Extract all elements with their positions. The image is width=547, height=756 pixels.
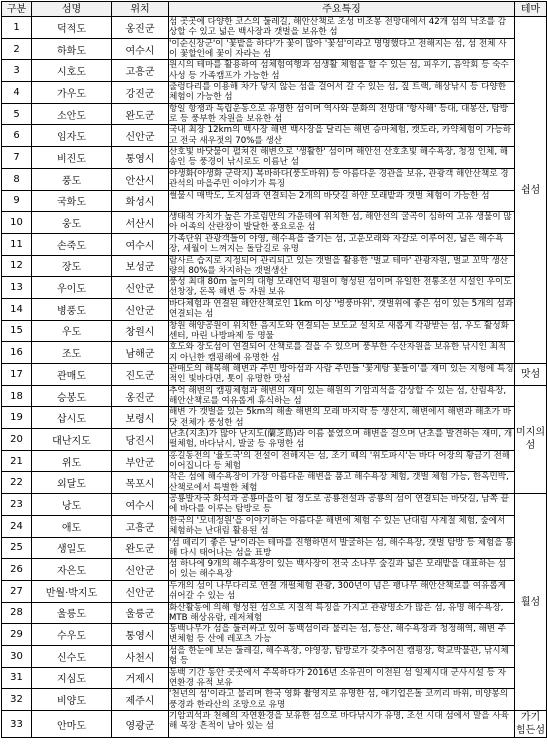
island-name: 신수도 [32, 645, 112, 667]
island-location: 통영시 [112, 624, 169, 646]
row-number: 21 [2, 450, 32, 472]
island-location: 거제시 [112, 667, 169, 689]
island-features-text: 한국의 '모네정원'을 이야기하는 아름다운 해변에 체험 수 있는 난대림 사계절 체험, 숲에서 체험하는 난대림 활용된 섬 [169, 515, 506, 537]
row-number: 4 [2, 82, 32, 104]
header-features: 주요특징 [169, 2, 515, 17]
table-row [2, 711, 547, 738]
island-features-text: 풍성 최대 80m 높이의 대형 모래언덕 평원이 형성된 섬이며 유일한 전통조선 시설인 우이도 선창장, 돈목 해변 등 자원 보유 [169, 277, 512, 298]
table-row [2, 602, 547, 624]
island-name: 삽시도 [32, 407, 112, 429]
island-features [169, 602, 515, 624]
table-row [2, 168, 547, 190]
island-features [169, 472, 515, 494]
island-name: 소안도 [32, 103, 112, 125]
table-row [2, 147, 547, 169]
island-features-text: 해변 가 갯벌을 있는 5km의 해솔 해변의 모래 바지락 등 생산지, 해변에서 해변과 해초가 바닷 전체가 풍성한 섬 [169, 407, 512, 428]
island-name: 덕적도 [32, 17, 112, 39]
island-features [169, 450, 515, 472]
island-features [169, 429, 515, 451]
island-name: 위도 [32, 450, 112, 472]
island-features [169, 298, 515, 320]
island-location: 고흥군 [112, 515, 169, 537]
header-island-name: 섬명 [32, 2, 112, 17]
island-features [169, 385, 515, 407]
island-name: 울릉도 [32, 602, 112, 624]
table-row [2, 320, 547, 342]
island-location: 당진시 [112, 429, 169, 451]
island-name: 관매도 [32, 364, 112, 386]
island-location: 신안군 [112, 277, 169, 299]
island-name: 국화도 [32, 190, 112, 212]
row-number: 12 [2, 255, 32, 277]
island-name: 장도 [32, 255, 112, 277]
island-features-text: 섬을 한눈에 보는 둘레길, 해수욕장, 야영장, 탐방로가 갖추어진 캠핑장, 학교박물관, 낚시체험 등 [169, 645, 509, 667]
island-location: 영광군 [112, 711, 169, 738]
island-features [169, 667, 515, 689]
row-number: 6 [2, 125, 32, 147]
theme-cell: 가기 힘든섬 [516, 712, 545, 736]
island-features [169, 364, 515, 386]
row-number: 8 [2, 168, 32, 190]
row-number: 11 [2, 233, 32, 255]
island-features [169, 494, 515, 516]
island-location: 보령시 [112, 407, 169, 429]
table-row [2, 60, 547, 82]
table-row [2, 38, 547, 60]
island-location: 여수시 [112, 233, 169, 255]
row-number: 14 [2, 298, 32, 320]
island-name: 안마도 [32, 711, 112, 738]
island-name: 임자도 [32, 125, 112, 147]
island-features-text: 가족단위 관광객들이 야영, 해수욕을 즐기는 섬, 고운모래와 자갈로 이루어진, 넓은 해수욕장, 세월이 느껴지는 돌담길로 유명 [169, 233, 504, 255]
island-features [169, 342, 515, 364]
island-features-text: 바다체험과 연결된 해안산책로인 1km 이상 '병풍바위', 갯벌위에 좋은 섬이 있는 5개의 섬과 연결되는 섬 [169, 298, 514, 320]
row-number: 27 [2, 580, 32, 602]
island-features [169, 17, 515, 39]
island-features-text: 창원 해양공원이 위치한 음지도와 연결되는 보도교 설치로 새롭게 각광받는 섬, 우도 활성화센터, 마린 나방파제 등 명물 [169, 320, 509, 341]
table-row [2, 342, 547, 364]
row-number: 15 [2, 320, 32, 342]
island-name: 비양도 [32, 689, 112, 711]
row-number: 22 [2, 472, 32, 494]
island-location: 고흥군 [112, 60, 169, 82]
island-features [169, 125, 515, 147]
island-features-text: 국내 최장 12km의 백사장 해변 백사장을 달리는 해변 승마체험, 캣도라, 카약체험이 가능하고 전국 새우젓의 70%를 생산 [169, 125, 512, 146]
island-location: 서산시 [112, 212, 169, 234]
island-name: 우도 [32, 320, 112, 342]
island-features [169, 277, 515, 299]
theme-cell: 미지의 섬 [515, 385, 547, 493]
island-features [169, 255, 515, 277]
table-row [2, 212, 547, 234]
island-location: 창원시 [112, 320, 169, 342]
island-features [169, 233, 515, 255]
island-location: 신안군 [112, 559, 169, 581]
island-features-text: 출렁다리를 이용해 차가 닿지 않는 섬을 걸어서 갈 수 있는 섬, 짚 트랙, 해상낚시 등 다양한 체험이 가능한 섬 [169, 82, 506, 103]
island-features-text: 원시의 테마를 활용하여 섬체험여행과 섬생활 체험을 할 수 있는 섬, 피우기, 음악회 등 숙수사성 등 가족캠프가 가능한 섬 [169, 60, 509, 81]
island-name: 우이도 [32, 277, 112, 299]
table-row [2, 494, 547, 516]
island-features [169, 645, 515, 667]
island-location: 통영시 [112, 147, 169, 169]
table-row [2, 277, 547, 299]
island-name: 대난지도 [32, 429, 112, 451]
island-location: 안산시 [112, 168, 169, 190]
island-features-text: 관매도의 해목해 해변과 주민 방아섬과 사람 주민들 '꽃게탕 꽃돌이'를 재미 있는 지형에 특징적인 빛바다면, 톳이 유명한 맛섬 [169, 364, 514, 385]
island-features-text: 생태적 가치가 높은 가로림만의 가운데에 위치한 섬, 해안선의 굴곡이 심하여 고유 생물이 많아 어족의 산란장이 발달한 풍요로운 섬 [169, 212, 512, 233]
island-features-text: 동백 기간 동안 곳곳에서 주목하다가 2016년 소유권이 이전된 섬 일제시대 군사시설 등 자연환경 유적 보유 [169, 667, 506, 688]
island-features-text: 난초(지초)가 많아 난지도(蘭芝島)라 이름 붙였으며 해변을 걸으며 난초를 발견하는 재미, 개펄체험, 바다낚시, 발굴 등 유명한 섬 [169, 429, 513, 450]
table-row [2, 190, 547, 212]
island-features [169, 82, 515, 104]
header-row [2, 2, 547, 17]
island-features [169, 60, 515, 82]
row-number: 30 [2, 645, 32, 667]
island-location: 보성군 [112, 255, 169, 277]
island-location: 신안군 [112, 298, 169, 320]
row-number: 18 [2, 385, 32, 407]
island-name: 시호도 [32, 60, 112, 82]
island-features [169, 168, 515, 190]
row-number: 23 [2, 494, 32, 516]
row-number: 28 [2, 602, 32, 624]
row-number: 29 [2, 624, 32, 646]
island-name: 낭도 [32, 494, 112, 516]
island-features-text: 산호빛 바닷물이 펼쳐진 해변으로 '생활한' 섬이며 해안선 산호초빛 해수욕장, 청정 인체, 해송인 등 풍경이 낚시로도 이름난 섬 [169, 147, 509, 168]
island-features-text: 항일 항쟁과 독립운동으로 유명한 섬이며 역사와 문화의 전망대 '항사해' 등대, 대봉산, 탐방로 등 풍부한 자원을 보유한 섬 [169, 103, 509, 124]
island-features [169, 559, 515, 581]
island-name: 병풍도 [32, 298, 112, 320]
island-location: 강진군 [112, 82, 169, 104]
island-features-text: 추억 해변의 캠핑체험과 해변의 재미 있는 해원의 기암괴석을 감상할 수 있는 섬, 산림욕장, 해안산책로를 여유롭게 휴식하는 섬 [169, 385, 507, 406]
island-features-text: '천년의 섬'이라고 불리며 한국 영화 촬영지로 유명한 섬, 애기업은돌 코끼리 바위, 비양봉의 풍경과 한라산의 조망으로 유명 [169, 689, 509, 710]
island-location: 완도군 [112, 537, 169, 559]
island-features-text: 화산활동에 의해 형성된 섬으로 지질적 특징을 가지고 관광명소가 많은 섬, 유명 해수욕장, MTB 해상유람, 레저체험 [169, 602, 504, 623]
island-location: 여수시 [112, 494, 169, 516]
island-features [169, 38, 515, 60]
island-location: 진도군 [112, 364, 169, 386]
island-features [169, 407, 515, 429]
row-number: 16 [2, 342, 32, 364]
table-row [2, 103, 547, 125]
row-number: 13 [2, 277, 32, 299]
island-features-text: 섬 곳곳에 다양한 코스의 둘레길, 해안산책로 조성 비조봉 전망대에서 42개 섬의 낙조를 감상할 수 있고 넓은 백사장과 갯벌을 보유한 섬 [169, 17, 507, 38]
theme-cell: 쉼섬 [515, 17, 547, 364]
island-name: 웅도 [32, 212, 112, 234]
island-name: 반월·박지도 [32, 580, 112, 602]
island-location: 여수시 [112, 38, 169, 60]
row-number: 26 [2, 559, 32, 581]
island-location: 화성시 [112, 190, 169, 212]
table-row [2, 472, 547, 494]
table-row [2, 364, 547, 386]
row-number: 33 [2, 711, 32, 738]
island-features-text: 홍길동전의 '율도국'의 전설이 전해지는 섬, 조기 떼의 '위도파시'는 바다 어장의 황금기 전해 이어집니다 등 체험 [169, 450, 511, 471]
island-name: 수우도 [32, 624, 112, 646]
row-number: 25 [2, 537, 32, 559]
island-name: 손죽도 [32, 233, 112, 255]
island-features [169, 537, 515, 559]
table-row [2, 233, 547, 255]
island-location: 신안군 [112, 125, 169, 147]
island-name: 자은도 [32, 559, 112, 581]
row-number: 31 [2, 667, 32, 689]
table-row [2, 385, 547, 407]
island-location: 신안군 [112, 580, 169, 602]
island-features-text: 호도와 장도섬이 연결되어 산책로를 걸을 수 있으며 풍부한 수산자원을 보유한 낚시인 최적지 아닌한 캠핑해에 유명한 섬 [169, 342, 507, 363]
row-number: 3 [2, 60, 32, 82]
island-name: 애도 [32, 515, 112, 537]
header-location: 위치 [112, 2, 169, 17]
island-location: 옹진군 [112, 385, 169, 407]
island-name: 생일도 [32, 537, 112, 559]
island-features [169, 515, 515, 537]
row-number: 10 [2, 212, 32, 234]
island-features-text: 썰물시 매박도, 도지섬과 연결되는 2개의 바닷길 하얀 모래밭과 갯벌 체험이 가능한 섬 [169, 190, 490, 201]
island-name: 가우도 [32, 82, 112, 104]
island-name: 하화도 [32, 38, 112, 60]
island-features-text: 동백나무가 섬을 둘러싸고 있어 동백섬이라 불리는 섬, 등산, 해수욕장과 청정해역, 해변 주변체험 등 산에 레포츠 가능 [169, 624, 507, 645]
island-location: 제주시 [112, 689, 169, 711]
table-row [2, 580, 547, 602]
row-number: 7 [2, 147, 32, 169]
island-name: 조도 [32, 342, 112, 364]
table-row [2, 537, 547, 559]
table-row [2, 689, 547, 711]
row-number: 19 [2, 407, 32, 429]
island-features [169, 711, 515, 738]
row-number: 9 [2, 190, 32, 212]
island-features [169, 103, 515, 125]
table-row [2, 559, 547, 581]
island-features [169, 689, 515, 711]
island-features-text: '이순신장군'이 '꽃밭을 하다'가 꽃이 많아 '꽃섬'이라고 명명했다고 전해지는 섬, 섬 전체 사이 꽃할인에 꽃이 자라는 섬 [169, 38, 507, 59]
table-row [2, 429, 547, 451]
table-body [2, 17, 547, 738]
island-features [169, 320, 515, 342]
island-location: 목포시 [112, 472, 169, 494]
table-row [2, 298, 547, 320]
island-features [169, 190, 515, 212]
island-features [169, 212, 515, 234]
row-number: 24 [2, 515, 32, 537]
island-features-text: 람사르 습지로 지정되어 관리되고 있는 갯벌을 활용한 '벌교 테마' 관광자원, 벌교 꼬막 생산량의 80%를 차지하는 갯벌생산 [169, 255, 509, 276]
table-row [2, 125, 547, 147]
row-number: 2 [2, 38, 32, 60]
island-features [169, 147, 515, 169]
theme-cell: 맛섬 [515, 364, 547, 386]
island-features [169, 580, 515, 602]
table-row [2, 645, 547, 667]
table-row [2, 407, 547, 429]
table-row [2, 82, 547, 104]
island-name: 외달도 [32, 472, 112, 494]
table-row [2, 624, 547, 646]
island-table [1, 1, 547, 738]
island-name: 승봉도 [32, 385, 112, 407]
island-location: 울릉군 [112, 602, 169, 624]
row-number: 20 [2, 429, 32, 451]
table-row [2, 667, 547, 689]
row-number: 1 [2, 17, 32, 39]
island-location: 남해군 [112, 342, 169, 364]
row-number: 5 [2, 103, 32, 125]
island-name: 풍도 [32, 168, 112, 190]
island-location: 부안군 [112, 450, 169, 472]
row-number: 32 [2, 689, 32, 711]
island-features-text: 공룡발자국 화석과 공룡마을이 될 정도로 공룡전설과 공룡의 섬이 연결되는 바닷길, 남쪽 끝에 바다를 이루는 탐방로 등 [169, 494, 509, 515]
row-number: 17 [2, 364, 32, 386]
table-row [2, 255, 547, 277]
theme-cell: 휠섬 [515, 494, 547, 711]
island-features-text: 작은 섬에 해수욕장이 가장 아름다운 해변을 품고 해수욕장 체험, 갯벌 체험 가능, 한옥민박, 산책로에서 특별한 체험 [169, 472, 509, 493]
island-name: 비진도 [32, 147, 112, 169]
island-features-text: 기암괴석과 천혜의 자연환경을 보유한 섬으로 바다낚시가 유명, 조선 시대 섬에서 말을 사육해 목장 흔적이 남아 있는 섬 [169, 711, 509, 732]
island-name: 지심도 [32, 667, 112, 689]
island-location: 완도군 [112, 103, 169, 125]
table-row [2, 17, 547, 39]
island-features-text: '섬 떼리기 좋은 날'이라는 테마를 진행하면서 발굴하는 섬, 해수욕장, 갯벌 탐방 등 체험을 통해 다시 태어나는 섬을 표방 [169, 537, 514, 558]
island-features-text: 야생화(야생화 군락지) 복바하다(풍도바위) 등 아름다운 경관을 보유, 관광객 해안산책로 경관석의 마을주민 이야기가 특징 [169, 168, 509, 190]
header-theme: 테마 [515, 2, 547, 17]
island-location: 옹진군 [112, 17, 169, 39]
island-features-text: 섬 하나에 9개의 해수욕장이 있는 백사장이 전국 소나무 숲길과 넓은 모래밭을 대표하는 섬이 있는 해수욕장 [169, 559, 507, 580]
table-row [2, 515, 547, 537]
table-row [2, 450, 547, 472]
island-features [169, 624, 515, 646]
header-number: 구분 [2, 2, 32, 17]
island-features-text: 두개의 섬이 나무다리로 연결 개펄체험 관광, 300년이 넘은 팽나무 해안산책로를 여유롭게 쉬어갈 수 있는 섬 [169, 580, 507, 602]
island-location: 사천시 [112, 645, 169, 667]
